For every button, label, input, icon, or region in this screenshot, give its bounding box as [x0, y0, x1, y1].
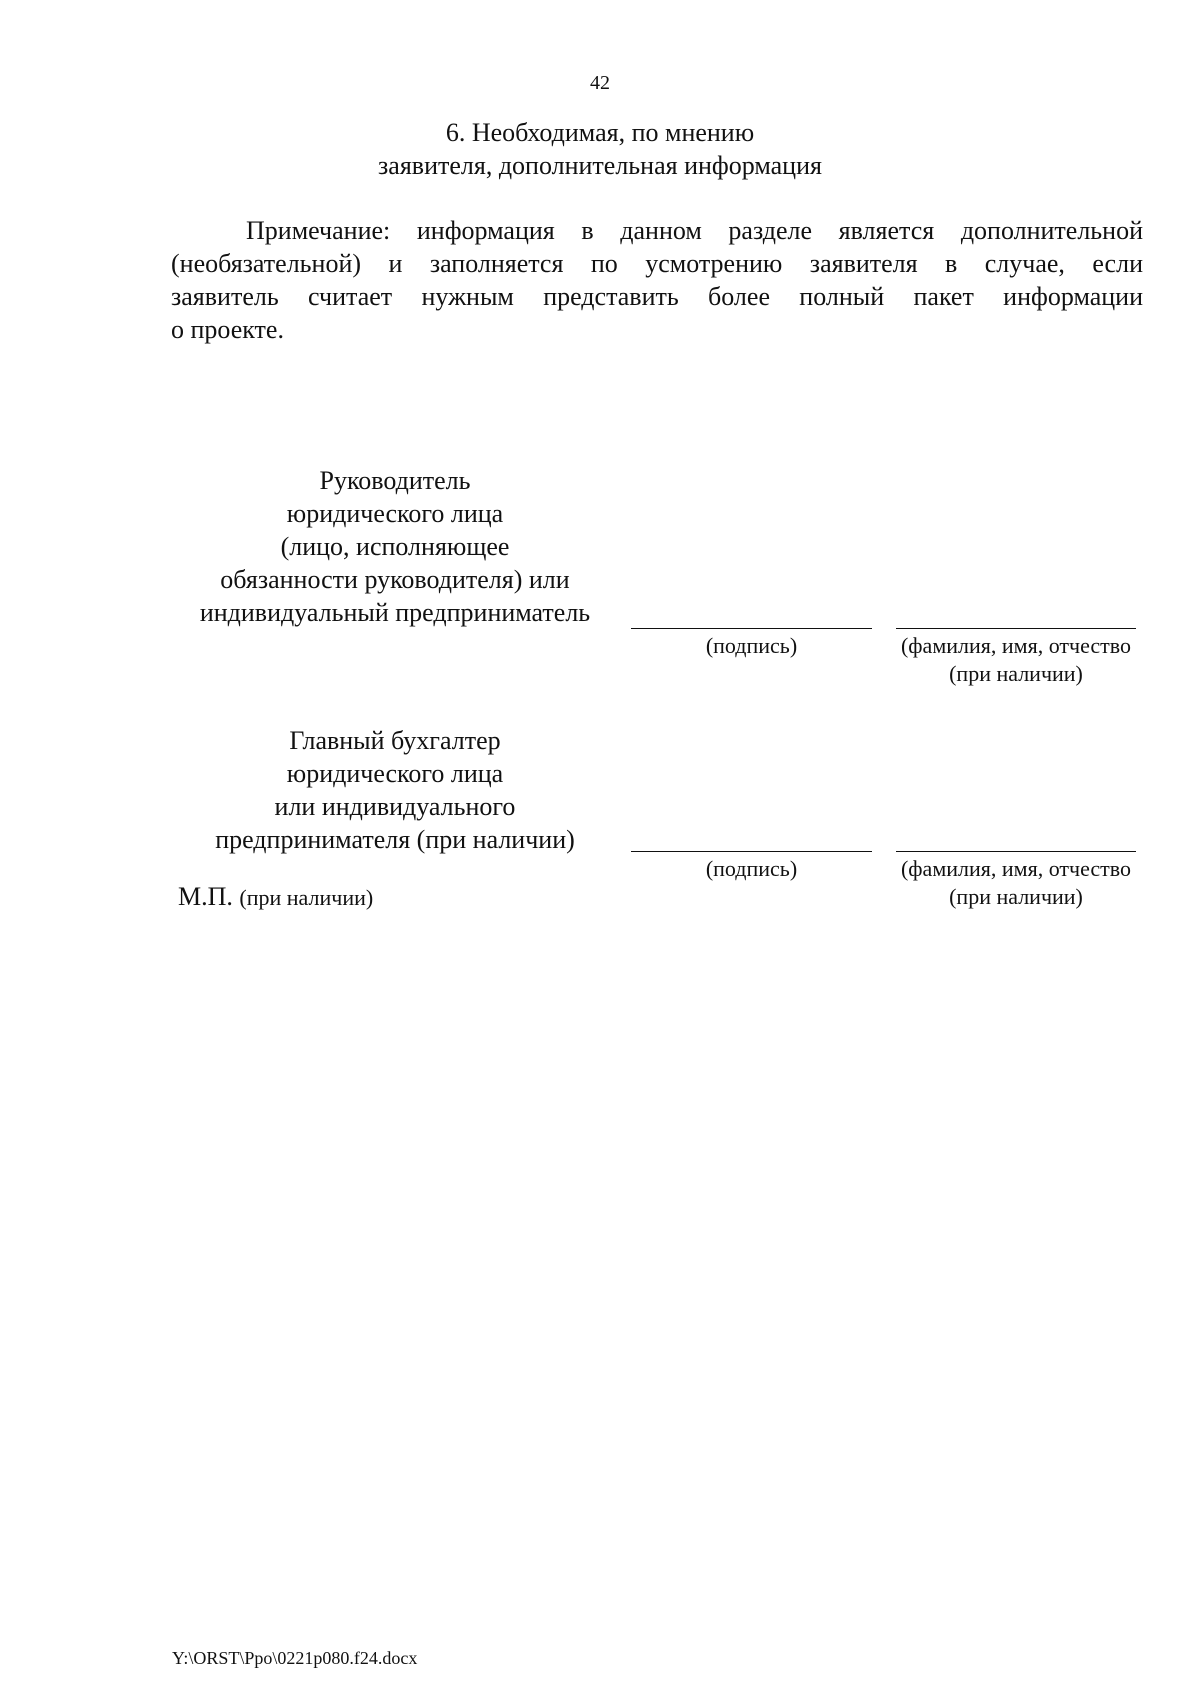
accountant-name-caption-line-1: (фамилия, имя, отчество [900, 856, 1132, 881]
accountant-name-caption-line-2: (при наличии) [949, 884, 1083, 909]
section-title-line-2: заявителя, дополнительная информация [378, 151, 822, 180]
footer-file-path: Y:\ORST\Ppo\0221p080.f24.docx [172, 1648, 418, 1668]
accountant-name-line [896, 851, 1136, 852]
director-role-line-1: Руководитель [319, 466, 471, 495]
accountant-role [160, 724, 630, 856]
director-name-caption-line-2: (при наличии) [949, 661, 1083, 686]
director-role-line-5: индивидуальный предприниматель [199, 598, 591, 627]
stamp-placeholder [178, 880, 373, 914]
section-title [0, 116, 1200, 182]
note-line-1: Примечание: информация в данном разделе является дополнительной [246, 216, 1143, 245]
director-name-caption-line-1: (фамилия, имя, отчество [900, 633, 1132, 658]
accountant-role-line-3: или индивидуального [274, 792, 516, 821]
note-paragraph [171, 214, 1143, 346]
director-name-caption [876, 632, 1156, 688]
stamp-label: М.П. [178, 882, 233, 911]
director-role-line-3: (лицо, исполняющее [280, 532, 510, 561]
accountant-name-caption [876, 855, 1156, 911]
note-line-4: о проекте. [171, 315, 284, 344]
accountant-signature-line [631, 851, 872, 852]
director-name-line [896, 628, 1136, 629]
director-signature-line [631, 628, 872, 629]
director-role-line-2: юридического лица [286, 499, 504, 528]
note-line-2: (необязательной) и заполняется по усмотрению заявителя в случае, если [171, 249, 1143, 278]
accountant-role-line-1: Главный бухгалтер [289, 726, 501, 755]
stamp-note: (при наличии) [239, 885, 374, 910]
section-title-line-1: 6. Необходимая, по мнению [445, 118, 755, 147]
accountant-signature-caption: (подпись) [705, 856, 798, 881]
director-role-line-4: обязанности руководителя) или [220, 565, 570, 594]
note-line-3: заявитель считает нужным представить более полный пакет информации [171, 282, 1143, 311]
page-number: 42 [590, 72, 610, 94]
director-role [160, 464, 630, 629]
accountant-role-line-2: юридического лица [286, 759, 504, 788]
accountant-role-line-4: предпринимателя (при наличии) [215, 825, 575, 854]
director-signature-caption: (подпись) [705, 633, 798, 658]
